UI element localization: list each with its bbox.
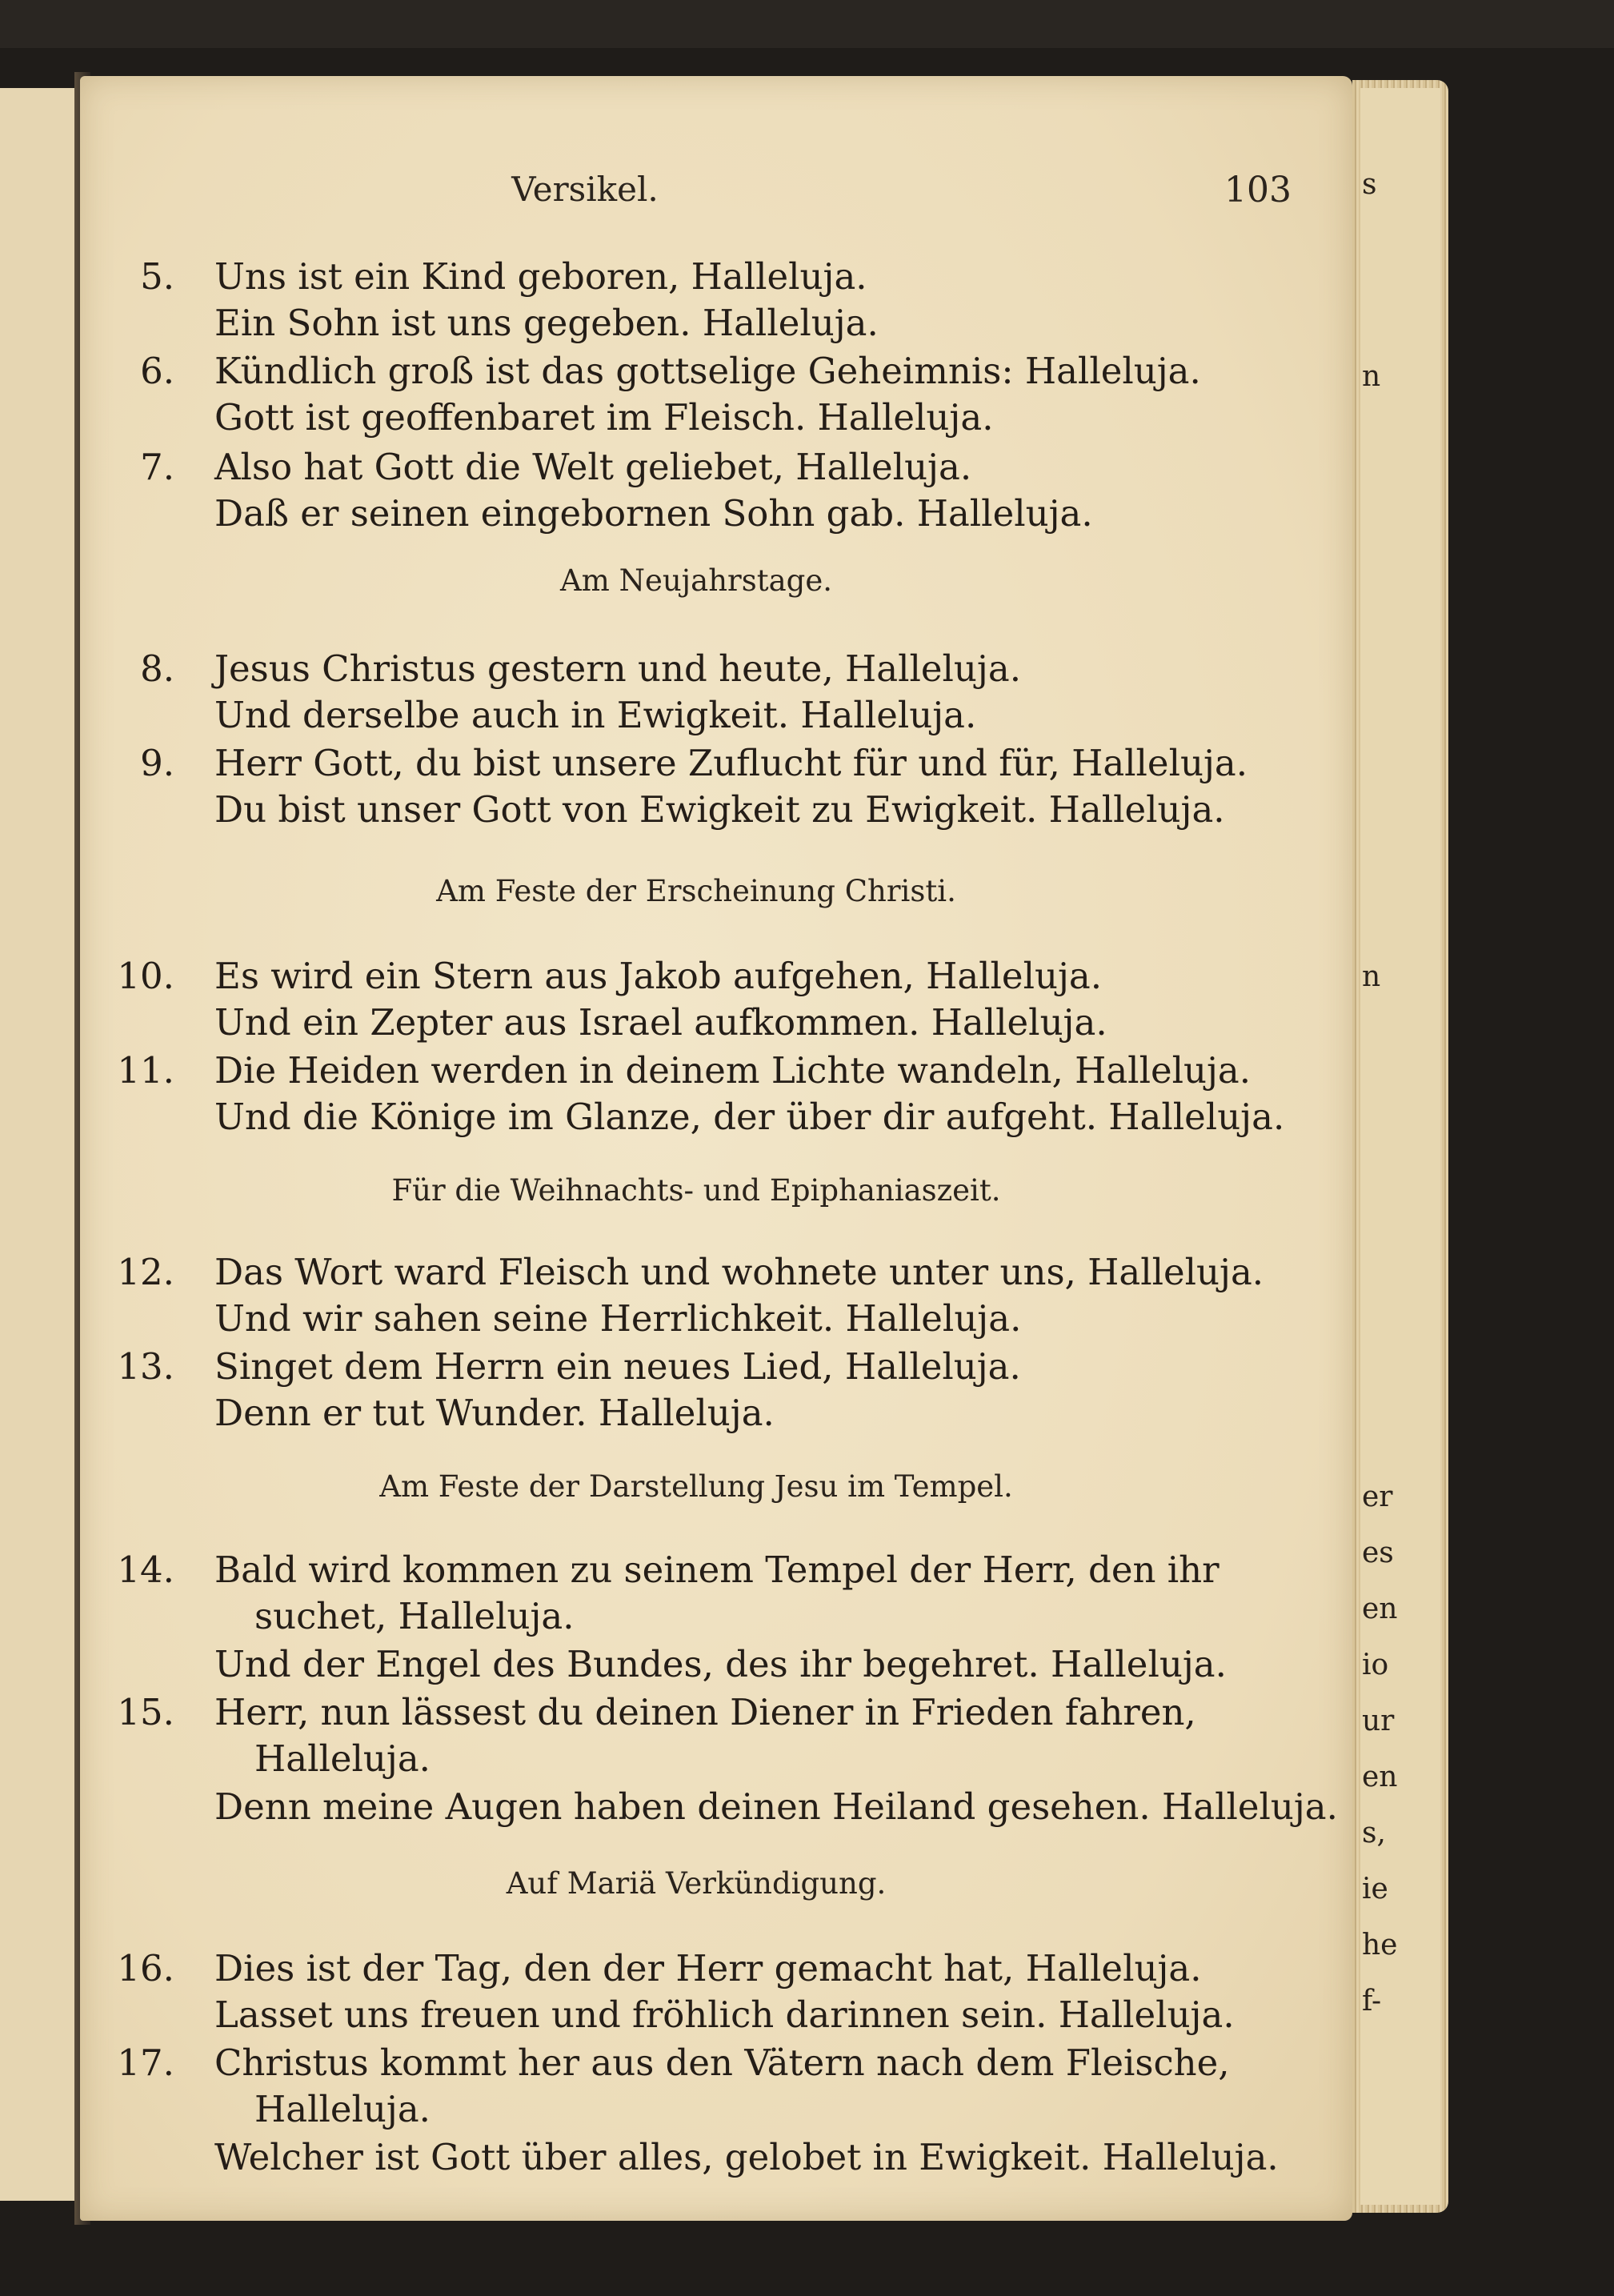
next-page-fragment: he	[1362, 1929, 1398, 1961]
verse-line: Denn meine Augen haben deinen Heiland gesehen. Halleluja.	[214, 1785, 1338, 1828]
running-title: Versikel.	[511, 170, 659, 209]
verse-line: Und wir sahen seine Herrlichkeit. Halleluja.	[214, 1297, 1022, 1340]
verse-line: Ein Sohn ist uns gegeben. Halleluja.	[214, 302, 879, 344]
verse-line: Gott ist geoffenbaret im Fleisch. Halleluja.	[214, 396, 994, 439]
next-page-fragment: ur	[1362, 1705, 1395, 1737]
verse-line: Denn er tut Wunder. Halleluja.	[214, 1392, 775, 1434]
verse-line: Die Heiden werden in deinem Lichte wandeln, Halleluja.	[214, 1049, 1252, 1092]
verse-line: Und derselbe auch in Ewigkeit. Halleluja.	[214, 694, 977, 736]
verse-line: Das Wort ward Fleisch und wohnete unter uns, Halleluja.	[214, 1251, 1264, 1293]
verse-line: Jesus Christus gestern und heute, Halleluja.	[214, 647, 1021, 690]
next-page-fragment: f-	[1362, 1985, 1382, 2018]
verse-number: 11.	[117, 1049, 174, 1092]
verse-number: 12.	[117, 1251, 174, 1293]
section-heading: Auf Mariä Verkündigung.	[506, 1866, 887, 1901]
verse-line: Singet dem Herrn ein neues Lied, Halleluja.	[214, 1345, 1021, 1388]
section-heading: Am Neujahrstage.	[560, 563, 832, 598]
next-page-fragment: io	[1362, 1649, 1389, 1681]
verse-line: Uns ist ein Kind geboren, Halleluja.	[214, 255, 867, 298]
next-page-fragment: ie	[1362, 1873, 1388, 1905]
verse-line: Welcher ist Gott über alles, gelobet in Ewigkeit. Halleluja.	[214, 2136, 1279, 2178]
next-page-fragment: en	[1362, 1761, 1398, 1793]
verse-number: 6.	[140, 350, 174, 392]
verse-number: 8.	[140, 647, 174, 690]
section-heading: Am Feste der Erscheinung Christi.	[436, 874, 956, 908]
verse-line: Daß er seinen eingebornen Sohn gab. Halleluja.	[214, 492, 1093, 535]
verse-number: 17.	[117, 2042, 174, 2084]
verse-line: Herr Gott, du bist unsere Zuflucht für und für, Halleluja.	[214, 742, 1248, 784]
next-page-fragment: s	[1362, 168, 1377, 201]
verse-line: Du bist unser Gott von Ewigkeit zu Ewigkeit. Halleluja.	[214, 788, 1225, 831]
verse-number: 7.	[140, 446, 174, 488]
next-page-fragment: s,	[1362, 1817, 1386, 1849]
next-page-fragment: er	[1362, 1481, 1393, 1513]
verse-number: 14.	[117, 1549, 174, 1591]
next-page-fragment: n	[1362, 960, 1381, 993]
verse-line: Also hat Gott die Welt geliebet, Halleluja.	[214, 446, 972, 488]
verse-line: Und ein Zepter aus Israel aufkommen. Halleluja.	[214, 1001, 1107, 1044]
verse-line: Dies ist der Tag, den der Herr gemacht hat, Halleluja.	[214, 1947, 1202, 1989]
page-number: 103	[1224, 170, 1292, 210]
verse-line: suchet, Halleluja.	[254, 1595, 575, 1637]
verse-line: Halleluja.	[254, 2088, 431, 2130]
section-heading: Am Feste der Darstellung Jesu im Tempel.	[379, 1469, 1013, 1504]
next-page-fragment: en	[1362, 1593, 1398, 1625]
verse-line: Bald wird kommen zu seinem Tempel der Herr, den ihr	[214, 1549, 1220, 1591]
next-page-fragment: es	[1362, 1537, 1394, 1569]
verse-line: Herr, nun lässest du deinen Diener in Frieden fahren,	[214, 1691, 1196, 1733]
verse-number: 5.	[140, 255, 174, 298]
verse-line: Und der Engel des Bundes, des ihr begehret. Halleluja.	[214, 1643, 1227, 1685]
verse-line: Halleluja.	[254, 1737, 431, 1780]
verse-line: Es wird ein Stern aus Jakob aufgehen, Halleluja.	[214, 955, 1103, 997]
next-page-fragment: n	[1362, 360, 1381, 393]
verse-line: Christus kommt her aus den Vätern nach dem Fleische,	[214, 2042, 1230, 2084]
verse-line: Lasset uns freuen und fröhlich darinnen sein. Halleluja.	[214, 1993, 1235, 2036]
verse-line: Und die Könige im Glanze, der über dir aufgeht. Halleluja.	[214, 1096, 1285, 1138]
verse-number: 10.	[117, 955, 174, 997]
verse-number: 16.	[117, 1947, 174, 1989]
section-heading: Für die Weihnachts- und Epiphaniaszeit.	[391, 1173, 1001, 1208]
verse-number: 9.	[140, 742, 174, 784]
verse-number: 15.	[117, 1691, 174, 1733]
verse-number: 13.	[117, 1345, 174, 1388]
verse-line: Kündlich groß ist das gottselige Geheimnis: Halleluja.	[214, 350, 1201, 392]
